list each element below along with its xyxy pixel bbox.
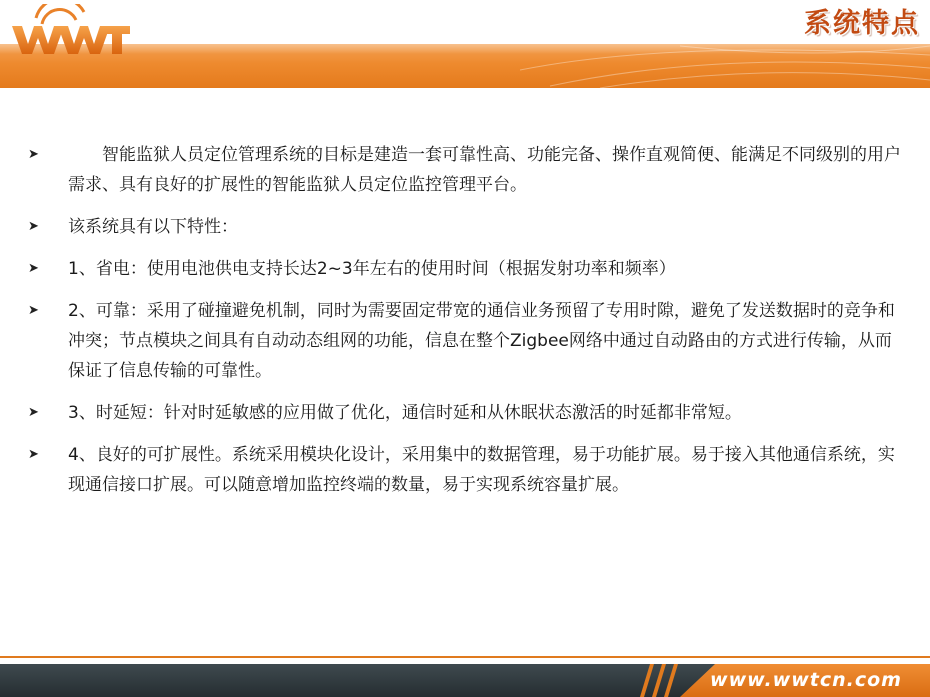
- bullet-item: [28, 212, 908, 242]
- arrow-bullet-icon: ➤: [28, 447, 39, 462]
- wwt-logo: [6, 4, 132, 56]
- bullet-text: 智能监狱人员定位管理系统的目标是建造一套可靠性高、功能完备、操作直观简便、能满足不同级别的用户需求、具有良好的扩展性的智能监狱人员定位监控管理平台。: [68, 145, 901, 195]
- arrow-bullet-icon: ➤: [28, 303, 39, 318]
- bullet-text: 该系统具有以下特性：: [68, 217, 238, 237]
- bullet-item: [28, 296, 908, 386]
- arrow-bullet-icon: ➤: [28, 147, 39, 162]
- bullet-text: 1、省电：使用电池供电支持长达2~3年左右的使用时间（根据发射功率和频率）: [68, 259, 676, 279]
- website-url: www.wwtcn.com: [710, 669, 902, 691]
- footer-orange-line: [0, 656, 930, 658]
- arrow-bullet-icon: ➤: [28, 405, 39, 420]
- header: [0, 0, 930, 88]
- slide-title: 系统特点: [804, 8, 920, 39]
- bullet-text: 4、良好的可扩展性。系统采用模块化设计，采用集中的数据管理，易于功能扩展。易于接入其他通信系统，实现通信接口扩展。可以随意增加监控终端的数量，易于实现系统容量扩展。: [68, 445, 895, 495]
- bullet-item: [28, 398, 908, 428]
- bullet-text: 3、时延短：针对时延敏感的应用做了优化，通信时延和从休眠状态激活的时延都非常短。: [68, 403, 742, 423]
- bullet-item: [28, 254, 908, 284]
- arrow-bullet-icon: ➤: [28, 261, 39, 276]
- bullet-item: [28, 140, 908, 200]
- bullet-item: [28, 440, 908, 500]
- footer: [0, 656, 930, 697]
- bullet-text: 2、可靠：采用了碰撞避免机制，同时为需要固定带宽的通信业务预留了专用时隙，避免了发送数据时的竞争和冲突；节点模块之间具有自动动态组网的功能，信息在整个Zigbee网络中通过自动路由的方式进行传输，从而保证了信息传输的可靠性。: [68, 301, 895, 381]
- bullet-list: [28, 140, 908, 512]
- arrow-bullet-icon: ➤: [28, 219, 39, 234]
